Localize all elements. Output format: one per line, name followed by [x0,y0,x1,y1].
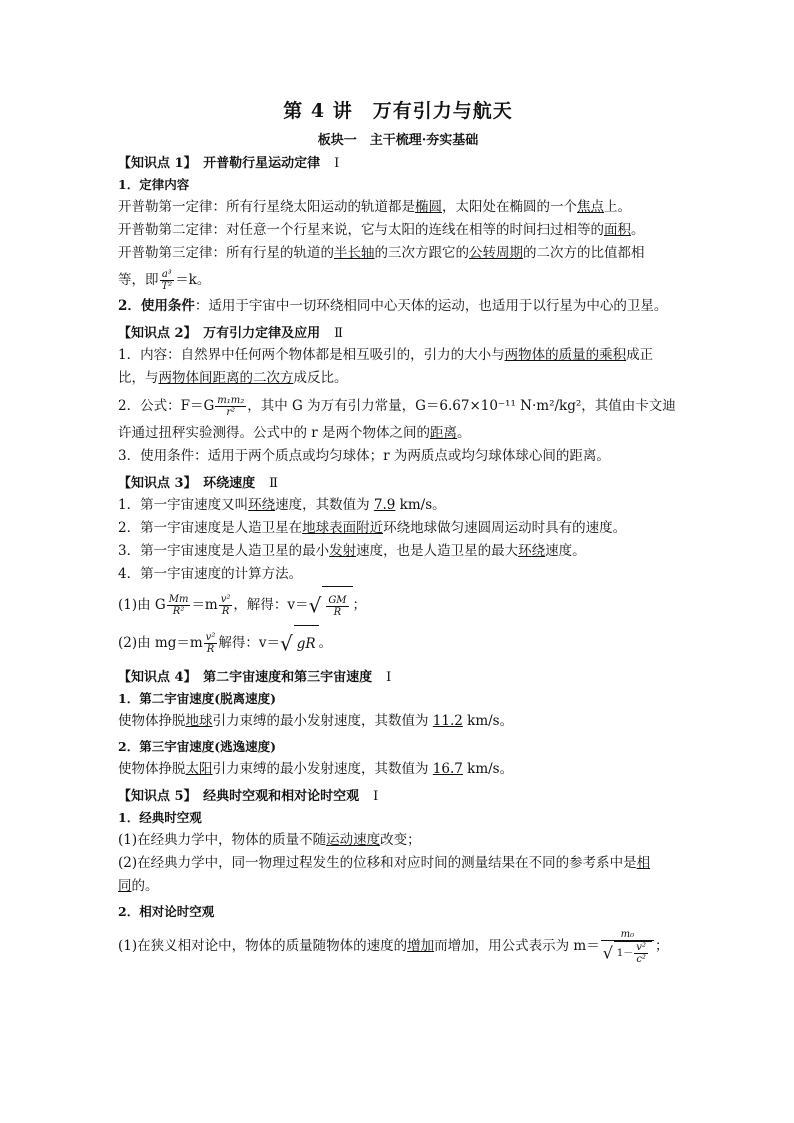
orbital-speed-formula-1: (1)由 G $\frac{Mm}{\text{R²}}$ ＝m $\frac{\text{v²}}{R}$ ，解得：v＝√ $\frac{GM}{R}$ ； [118,586,678,625]
kp3-heading: 【知识点 3】 环绕速度 Ⅱ [118,476,278,491]
fraction-relativistic-mass: m₀ √ 1－ $\frac{\text{v²}}{\text{c²}}$ [601,929,654,965]
kp5-heading: 【知识点 5】 经典时空观和相对论时空观 Ⅰ [118,789,379,804]
kepler-law-3-formula: 等，即 $\frac{\text{a³}}{\text{T²}}$ ＝k。 [118,269,211,292]
fraction-m1m2-r2: $\frac{\text{m₁m₂}}{\text{r²}}$ [217,395,245,418]
gravitation-formula: 2．公式：F＝G $\frac{\text{m₁m₂}}{\text{r²}}$ ，其中 G 为万有引力常量，G＝6.67×10⁻¹¹ N·m²/kg²，其值由卡文迪 [118,395,676,418]
kp1-conditions: 2．使用条件：适用于宇宙中一切环绕相同中心天体的运动，也适用于以行星为中心的卫星。 [118,298,668,314]
kepler-law-1: 开普勒第一定律：所有行星绕太阳运动的轨道都是椭圆，太阳处在椭圆的一个焦点上。 [118,199,631,215]
gravitation-formula-cont: 许通过扭秤实验测得。公式中的 r 是两个物体之间的距离。 [118,425,471,441]
orbital-speed-4: 4．第一宇宙速度的计算方法。 [118,566,303,582]
kp5-subheading-2: 2．相对论时空观 [118,904,215,919]
sqrt-gr: gR [294,625,319,662]
page-title: 第 4 讲 万有引力与航天 [283,100,513,122]
kp2-heading: 【知识点 2】 万有引力定律及应用 Ⅱ [118,326,343,341]
section-subtitle: 板块一 主干梳理·夯实基础 [317,133,479,148]
orbital-speed-formula-2: (2)由 mg＝m $\frac{\text{v²}}{R}$ 解得：v＝√ gR 。 [118,625,678,662]
fraction-mm-r2: $\frac{Mm}{\text{R²}}$ [168,594,189,617]
sqrt-icon: √ [279,631,293,656]
classical-mass: (1)在经典力学中，物体的质量不随运动速度改变； [118,832,421,848]
kp1-heading: 【知识点 1】 开普勒行星运动定律 Ⅰ [118,156,340,171]
kp4-subheading-1: 1．第二宇宙速度(脱离速度) [118,691,277,706]
orbital-speed-3: 3．第一宇宙速度是人造卫星的最小发射速度，也是人造卫星的最大环绕速度。 [118,543,586,559]
fraction-v2-r-2: $\frac{\text{v²}}{R}$ [205,632,216,655]
second-cosmic-speed: 使物体挣脱地球引力束缚的最小发射速度，其数值为 11.2 km/s。 [118,713,514,729]
kp1-subheading-1: 1．定律内容 [118,177,190,192]
gravitation-content-cont: 比，与两物体间距离的二次方成反比。 [118,370,348,386]
classical-measurement-cont: 同的。 [118,878,159,894]
document-page [118,96,678,969]
sqrt-icon: √ [308,593,322,618]
gravitation-content: 1．内容：自然界中任何两个物体都是相互吸引的，引力的大小与两物体的质量的乘积成正 [118,347,654,363]
sqrt-gm-r: $\frac{GM}{R}$ [322,586,352,625]
sqrt-icon: √ [602,943,613,962]
kp4-subheading-2: 2．第三宇宙速度(逃逸速度) [118,739,277,754]
kp5-subheading-1: 1．经典时空观 [118,810,202,825]
fraction-v2-r: $\frac{\text{v²}}{R}$ [220,594,231,617]
third-cosmic-speed: 使物体挣脱太阳引力束缚的最小发射速度，其数值为 16.7 km/s。 [118,761,514,777]
kepler-law-3: 开普勒第三定律：所有行星的轨道的半长轴的三次方跟它的公转周期的二次方的比值都相 [118,245,645,261]
gravitation-conditions: 3．使用条件：适用于两个质点或均匀球体；r 为两质点或均匀球体球心间的距离。 [118,448,610,464]
orbital-speed-2: 2．第一宇宙速度是人造卫星在地球表面附近环绕地球做匀速圆周运动时具有的速度。 [118,520,627,536]
classical-measurement: (2)在经典力学中，同一物理过程发生的位移和对应时间的测量结果在不同的参考系中是相 [118,855,651,871]
kp4-heading: 【知识点 4】 第二宇宙速度和第三宇宙速度 Ⅰ [118,670,392,685]
fraction-a3-t2: $\frac{\text{a³}}{\text{T²}}$ [161,269,173,292]
relativistic-mass: (1)在狭义相对论中，物体的质量随物体的速度的增加而增加，用公式表示为 m＝ m₀ √ 1－ $\frac{\text{v²}}{\text{c²}}$ ； [118,928,669,965]
kepler-law-2: 开普勒第二定律：对任意一个行星来说，它与太阳的连线在相等的时间扫过相等的面积。 [118,222,645,238]
orbital-speed-1: 1．第一宇宙速度又叫环绕速度，其数值为 7.9 km/s。 [118,497,446,513]
